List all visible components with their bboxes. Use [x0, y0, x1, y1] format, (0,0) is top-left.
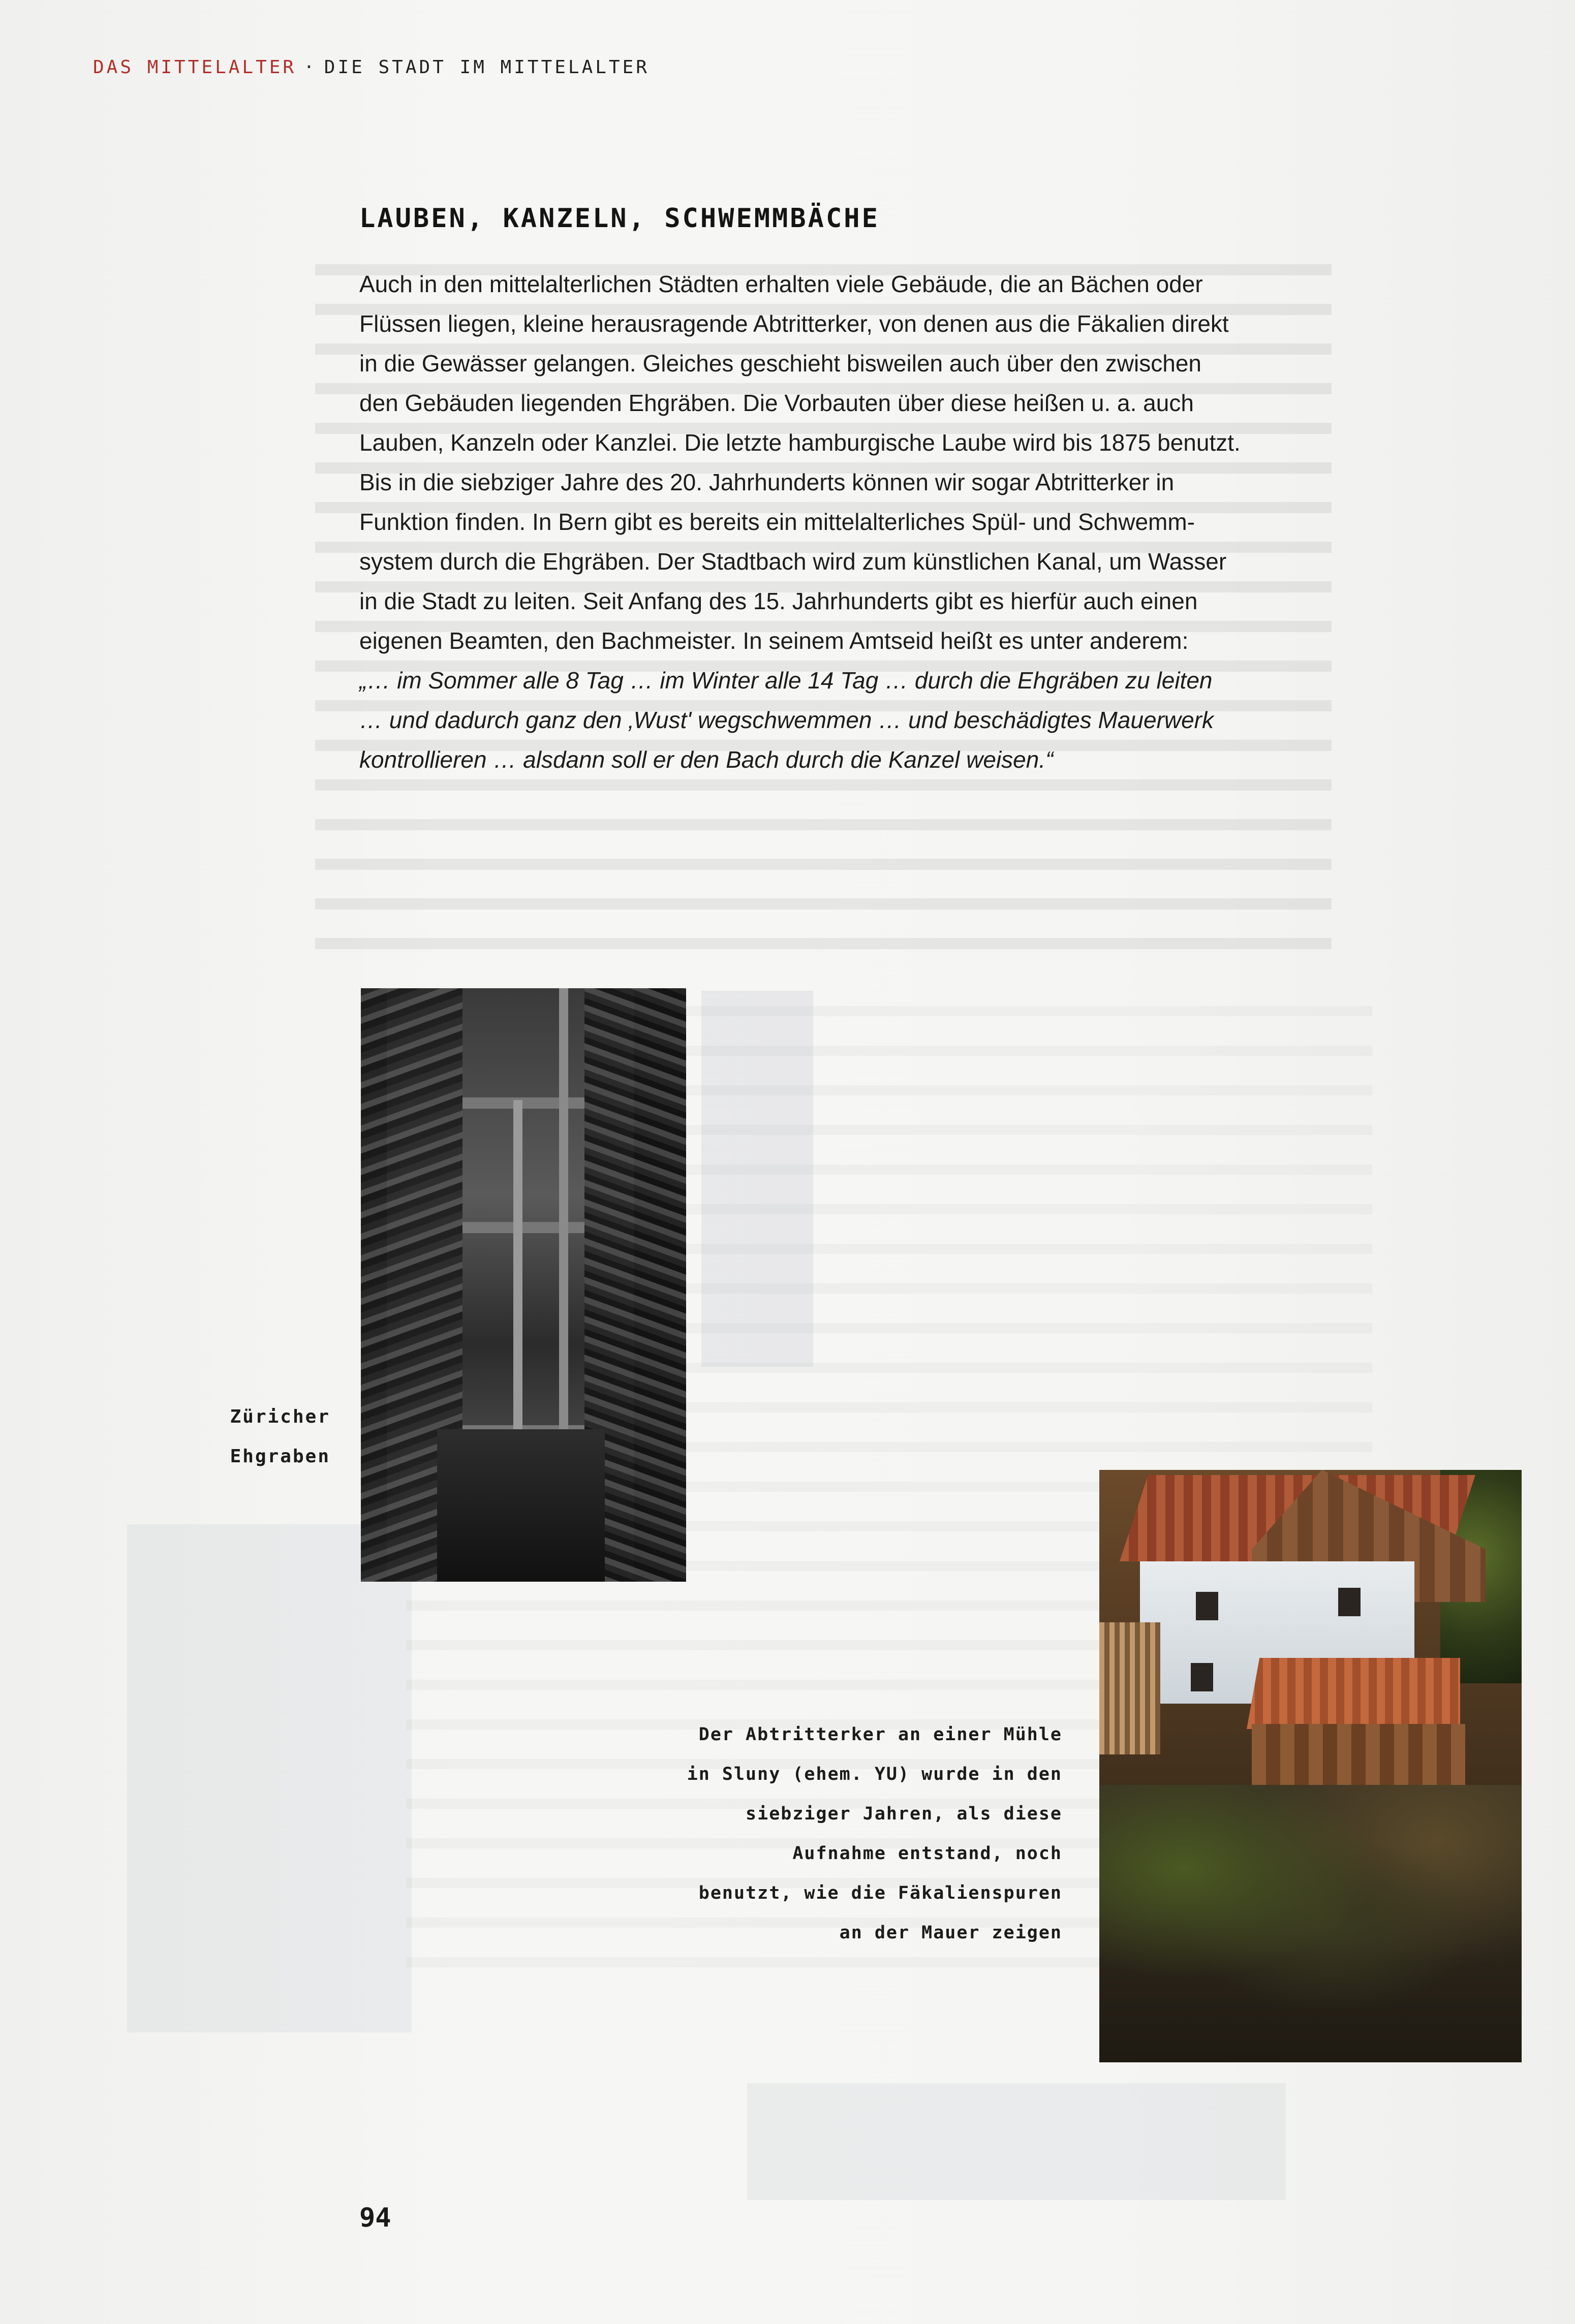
- body-line: den Gebäuden liegenden Ehgräben. Die Vorbauten über diese heißen u. a. auch: [359, 390, 1194, 416]
- running-head-section: DIE STADT IM MITTELALTER: [324, 57, 650, 78]
- photo-ground: [437, 1429, 605, 1582]
- photo-window: [1191, 1663, 1213, 1691]
- caption-line: Aufnahme entstand, noch: [792, 1843, 1062, 1864]
- bleed-through-image-3: [747, 2083, 1286, 2200]
- caption-line: benutzt, wie die Fäkalienspuren: [698, 1883, 1062, 1903]
- photo-window: [1338, 1588, 1361, 1616]
- photo-muehle-abtritterker: [1099, 1470, 1522, 2062]
- photo-window: [1196, 1592, 1218, 1620]
- body-line: Lauben, Kanzeln oder Kanzlei. Die letzte hamburgische Laube wird bis 1875 benutzt.: [359, 429, 1241, 456]
- photo-timber: [1099, 1622, 1160, 1754]
- caption-line: Ehgraben: [230, 1446, 330, 1467]
- caption-line: siebziger Jahren, als diese: [746, 1804, 1062, 1824]
- body-line: system durch die Ehgräben. Der Stadtbach wird zum künstlichen Kanal, um Wasser: [359, 548, 1227, 575]
- body-line: Auch in den mittelalterlichen Städten erhalten viele Gebäude, die an Bächen oder: [359, 271, 1203, 297]
- body-line: eigenen Beamten, den Bachmeister. In seinem Amtseid heißt es unter anderem:: [359, 627, 1189, 654]
- caption-line: Der Abtritterker an einer Mühle: [698, 1724, 1062, 1745]
- body-text: [359, 264, 1335, 779]
- quote-line: … und dadurch ganz den ‚Wust' wegschwemmen … und beschädigtes Mauerwerk: [359, 707, 1214, 733]
- photo-roof-lower: [1247, 1658, 1460, 1729]
- photo2-caption: [640, 1715, 1062, 1953]
- body-line: in die Gewässer gelangen. Gleiches geschieht bisweilen auch über den zwischen: [359, 350, 1201, 376]
- section-heading: LAUBEN, KANZELN, SCHWEMMBÄCHE: [359, 203, 880, 234]
- caption-line: in Sluny (ehem. YU) wurde in den: [687, 1764, 1062, 1784]
- photo1-caption: [219, 1397, 330, 1477]
- running-head: [93, 57, 650, 78]
- caption-line: an der Mauer zeigen: [839, 1923, 1062, 1943]
- body-line: Funktion finden. In Bern gibt es bereits ein mittelalterliches Spül- und Schwemm-: [359, 509, 1195, 535]
- body-line: in die Stadt zu leiten. Seit Anfang des 15. Jahrhunderts gibt es hierfür auch einen: [359, 588, 1198, 614]
- photo-foliage: [1099, 1785, 1522, 2062]
- quote-line: kontrollieren … alsdann soll er den Bach durch die Kanzel weisen.“: [359, 746, 1054, 773]
- quote-line: „… im Sommer alle 8 Tag … im Winter alle 14 Tag … durch die Ehgräben zu leiten: [359, 667, 1213, 694]
- photo-zuericher-ehgraben: [361, 988, 686, 1582]
- running-head-chapter: DAS MITTELALTER: [93, 57, 297, 78]
- body-line: Flüssen liegen, kleine herausragende Abtritterker, von denen aus die Fäkalien direkt: [359, 310, 1229, 337]
- body-line: Bis in die siebziger Jahre des 20. Jahrhunderts können wir sogar Abtritterker in: [359, 469, 1175, 495]
- caption-line: Züricher: [230, 1406, 330, 1427]
- running-head-separator: ·: [303, 57, 317, 78]
- photo-post: [513, 1100, 522, 1456]
- bleed-through-image-2: [701, 991, 813, 1367]
- page-number: 94: [359, 2203, 391, 2233]
- bleed-through-image: [127, 1524, 412, 2032]
